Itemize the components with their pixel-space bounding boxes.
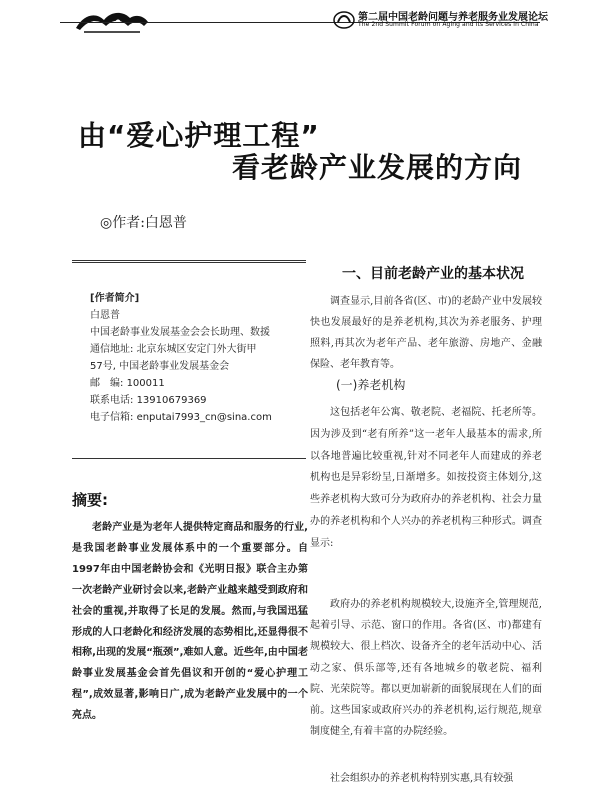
bio-email-label: 电子信箱: — [90, 412, 134, 423]
subsection-heading: (一)养老机构 — [336, 378, 406, 392]
bio-phone: 13910679369 — [136, 395, 207, 406]
paragraph-3: 政府办的养老机构规模较大,设施齐全,管理规范,起着引导、示范、窗口的作用。各省(区、市)都建有规模较大、很上档次、设备齐全的老年活动中心、活动之家、俱乐部等,还有各地城乡的敬老院、福利院、光荣院等。都以更加崭新的面貌展现在人们的面前。这些国家或政府兴办的养老机构,运行规范,规章制度健全,有着丰富的办院经验。 — [310, 599, 542, 738]
abstract-heading: 摘要: — [72, 491, 108, 509]
bio-email-row — [90, 409, 310, 426]
bio-email: enputai7993_cn@sina.com — [136, 412, 272, 423]
bio-postcode-row — [90, 375, 310, 392]
bio-postcode-label: 邮 编: — [90, 378, 124, 389]
paragraph-1: 调查显示,目前各省(区、市)的老龄产业中发展较快也发展最好的是养老机构,其次为养老服务、护理照料,再其次为老年产品、老年旅游、房地产、金融保险、老年教育等。 — [310, 296, 542, 370]
bio-position: 中国老龄事业发展基金会会长助理、数援 — [90, 327, 270, 338]
section-paragraph-4 — [310, 768, 542, 789]
bio-top-rule — [72, 260, 306, 261]
section-paragraph-2 — [310, 402, 542, 555]
conference-emblem-icon — [333, 10, 355, 30]
author-line: ◎作者:白恩普 — [100, 215, 187, 231]
article-title-line-1: 由“爱心护理工程” — [78, 119, 320, 152]
bio-name: 白恩普 — [90, 310, 120, 321]
bio-postcode: 100011 — [126, 378, 165, 389]
bio-address-1: 通信地址: 北京东城区安定门外大街甲 — [90, 344, 257, 355]
bio-address-2: 57号, 中国老龄事业发展基金会 — [90, 361, 230, 372]
bio-phone-row — [90, 392, 310, 409]
journal-logo-icon — [74, 8, 150, 34]
conference-title-en: The 2nd Summit Forum on Aging and Its Services in China — [358, 21, 539, 28]
bio-phone-label: 联系电话: — [90, 395, 134, 406]
section-paragraph-3 — [310, 594, 542, 742]
bio-bottom-rule — [72, 458, 306, 459]
abstract-paragraph: 老龄产业是为老年人提供特定商品和服务的行业,是我国老龄事业发展体系中的一个重要部分。自1997年由中国老龄协会和《光明日报》联合主办第一次老龄产业研讨会以来,老龄产业越来越受到政府和社会的重视,并取得了长足的发展。然而,与我国迅猛形成的人口老龄化和经济发展的态势相比,还显得很不相称,出现的发展“瓶颈”,难如人意。近些年,由中国老龄事业发展基金会首先倡议和开创的“爱心护理工程”,成效显著,影响日广,成为老龄产业发展中的一个亮点。 — [72, 522, 308, 722]
abstract-text — [72, 518, 308, 727]
paragraph-2: 这包括老年公寓、敬老院、老福院、托老所等。因为涉及到“老有所养”这一老年人最基本的需求,所以各地普遍比较重视,针对不同老年人而建成的养老机构也是异彩纷呈,日渐增多。如按投资主体划分,这些养老机构大致可分为政府办的养老机构、社会力量办的养老机构和个人兴办的养老机构三种形式。调查显示: — [310, 407, 542, 549]
article-title-line-2: 看老龄产业发展的方向 — [232, 151, 523, 184]
section-heading: 一、目前老龄产业的基本状况 — [342, 266, 524, 282]
paragraph-4: 社会组织办的养老机构特别实惠,具有较强 — [330, 773, 514, 784]
author-bio — [90, 290, 310, 426]
bio-top-rule-2 — [72, 262, 306, 263]
bio-heading: [作者简介] — [90, 293, 140, 304]
section-paragraph-1 — [310, 291, 542, 375]
conference-title-zh: 第二届中国老龄问题与养老服务业发展论坛 — [358, 12, 548, 23]
